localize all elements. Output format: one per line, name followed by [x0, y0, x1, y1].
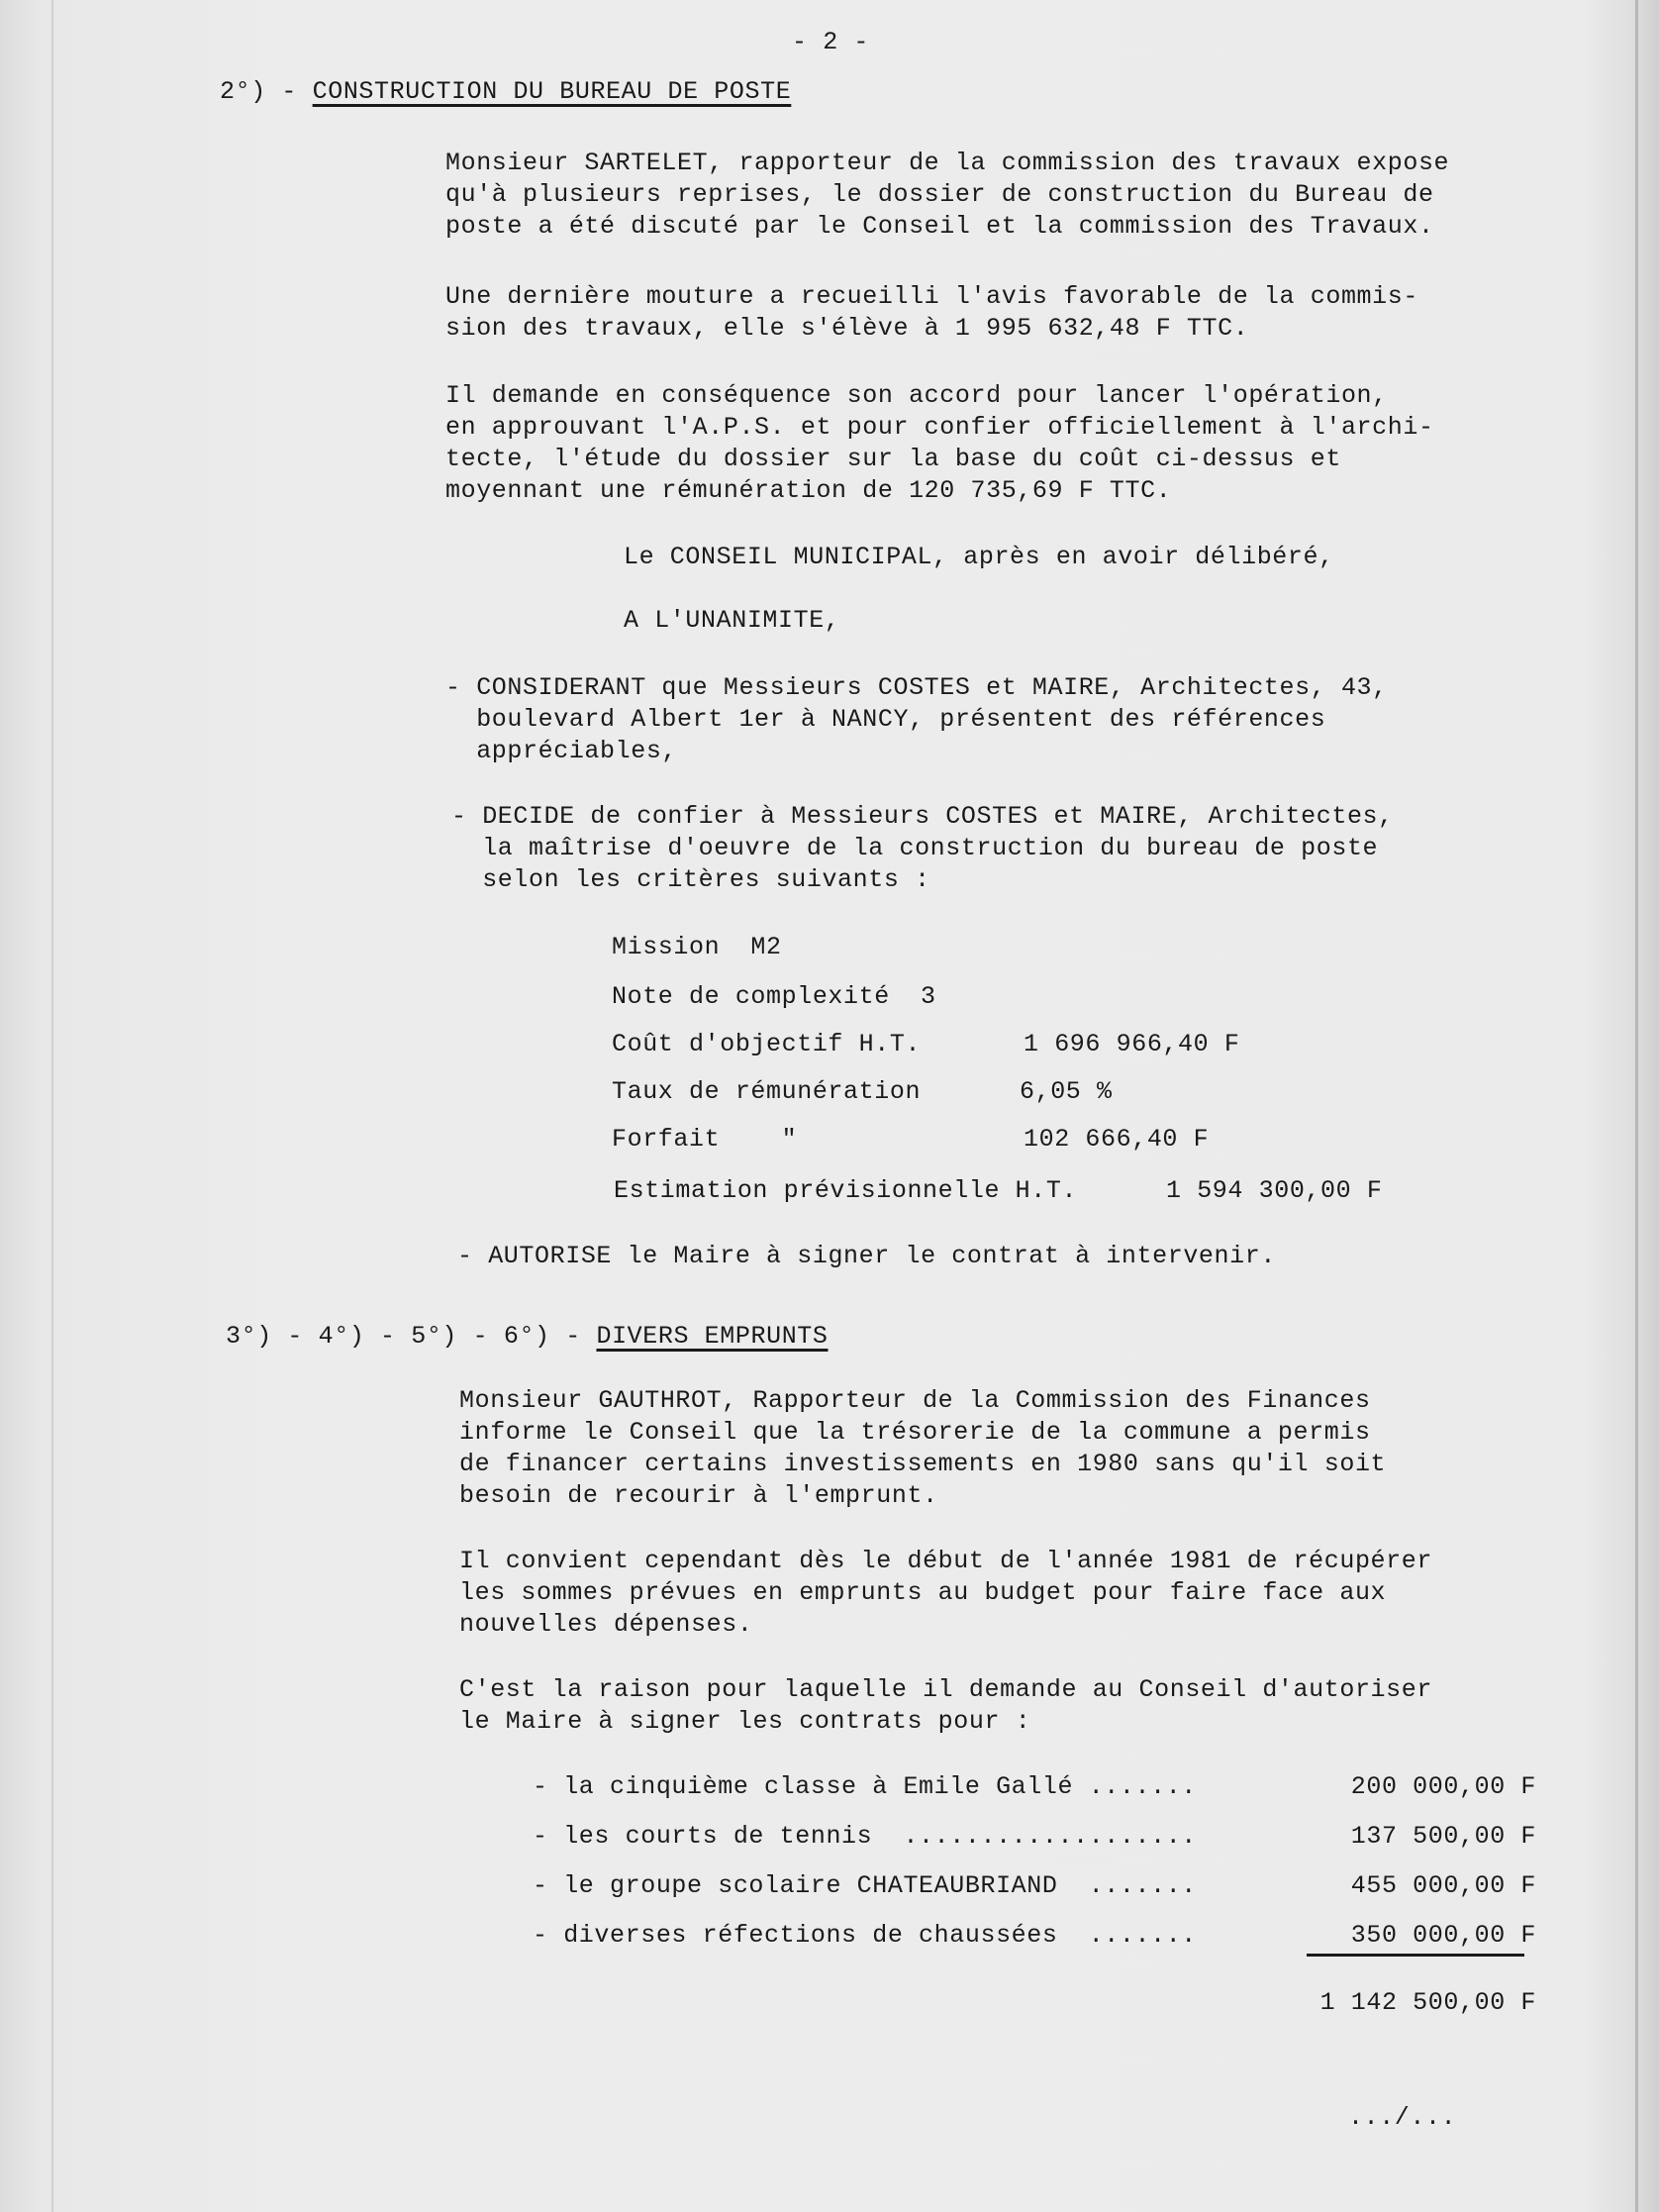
unanimity: A L'UNANIMITE,	[624, 606, 840, 635]
loan-item-label: - le groupe scolaire CHATEAUBRIAND .......	[533, 1871, 1197, 1900]
loan-item-label: - diverses réfections de chaussées .......	[533, 1921, 1197, 1950]
s2-para2-line2: sion des travaux, elle s'élève à 1 995 632,48 F TTC.	[445, 314, 1249, 343]
section-3-heading	[226, 1322, 829, 1352]
loan-item-label: - les courts de tennis ...................	[533, 1822, 1197, 1851]
s3-para1-line3: de financer certains investissements en 1980 sans qu'il soit	[459, 1450, 1387, 1478]
s2-para3-line4: moyennant une rémunération de 120 735,69 F TTC.	[445, 476, 1172, 505]
criteria-estimation-value: 1 594 300,00 F	[1166, 1176, 1383, 1205]
loan-item-amount: 350 000,00 F	[1350, 1921, 1536, 1950]
sum-underline	[1307, 1954, 1524, 1957]
criteria-cost-value: 1 696 966,40 F	[1024, 1030, 1240, 1058]
considerant-line1: - CONSIDERANT que Messieurs COSTES et MAIRE, Architectes, 43,	[445, 673, 1388, 702]
section-2-title: CONSTRUCTION DU BUREAU DE POSTE	[312, 77, 792, 106]
s2-para2-line1: Une dernière mouture a recueilli l'avis favorable de la commis-	[445, 282, 1418, 311]
criteria-forfait-value: 102 666,40 F	[1024, 1125, 1210, 1154]
criteria-estimation-label: Estimation prévisionnelle H.T.	[614, 1176, 1078, 1205]
considerant-line2: boulevard Albert 1er à NANCY, présentent des références	[445, 705, 1326, 734]
decide-line1: - DECIDE de confier à Messieurs COSTES et MAIRE, Architectes,	[451, 802, 1394, 831]
criteria-forfait-label: Forfait "	[612, 1125, 798, 1154]
s2-para3-line3: tecte, l'étude du dossier sur la base du coût ci-dessus et	[445, 445, 1341, 473]
decide-line2: la maîtrise d'oeuvre de la construction du bureau de poste	[451, 834, 1379, 862]
s3-para3-line1: C'est la raison pour laquelle il demande au Conseil d'autoriser	[459, 1675, 1432, 1704]
section-3-title: DIVERS EMPRUNTS	[596, 1322, 829, 1351]
criteria-rate-value: 6,05 %	[1020, 1077, 1113, 1106]
criteria-cost-label: Coût d'objectif H.T.	[612, 1030, 922, 1058]
criteria-mission: Mission M2	[612, 933, 782, 961]
s3-para1-line1: Monsieur GAUTHROT, Rapporteur de la Commission des Finances	[459, 1386, 1371, 1415]
s2-para1-line2: qu'à plusieurs reprises, le dossier de construction du Bureau de	[445, 180, 1434, 209]
s2-para3-line2: en approuvant l'A.P.S. et pour confier officiellement à l'archi-	[445, 413, 1434, 442]
criteria-rate-label: Taux de rémunération	[612, 1077, 922, 1106]
s2-para1-line1: Monsieur SARTELET, rapporteur de la commission des travaux expose	[445, 149, 1450, 177]
page-shadow-left	[51, 0, 53, 2212]
decide-line3: selon les critères suivants :	[451, 865, 930, 894]
council-deliberation: Le CONSEIL MUNICIPAL, après en avoir délibéré,	[624, 543, 1334, 571]
s2-para1-line3: poste a été discuté par le Conseil et la commission des Travaux.	[445, 212, 1434, 241]
s3-para2-line1: Il convient cependant dès le début de l'année 1981 de récupérer	[459, 1547, 1432, 1575]
s3-para1-line2: informe le Conseil que la trésorerie de la commune a permis	[459, 1418, 1371, 1447]
page-number: - 2 -	[792, 28, 870, 56]
s3-para3-line2: le Maire à signer les contrats pour :	[459, 1707, 1031, 1736]
s3-para1-line4: besoin de recourir à l'emprunt.	[459, 1481, 938, 1510]
continuation-mark: .../...	[1348, 2103, 1457, 2132]
considerant-line3: appréciables,	[445, 737, 678, 765]
section-2-number: 2°) -	[220, 77, 313, 106]
loan-item-amount: 137 500,00 F	[1350, 1822, 1536, 1851]
s3-para2-line2: les sommes prévues en emprunts au budget pour faire face aux	[459, 1578, 1387, 1607]
criteria-complexity: Note de complexité 3	[612, 982, 936, 1011]
loan-item-amount: 200 000,00 F	[1350, 1772, 1536, 1801]
section-2-heading	[220, 77, 791, 107]
s3-para2-line3: nouvelles dépenses.	[459, 1610, 753, 1639]
s2-para3-line1: Il demande en conséquence son accord pour lancer l'opération,	[445, 381, 1388, 410]
section-3-number: 3°) - 4°) - 5°) - 6°) -	[226, 1322, 597, 1351]
page-edge-right	[1635, 0, 1638, 2212]
loan-item-amount: 455 000,00 F	[1350, 1871, 1536, 1900]
loan-item-label: - la cinquième classe à Emile Gallé .......	[533, 1772, 1197, 1801]
loans-total: 1 142 500,00 F	[1319, 1988, 1536, 2017]
autorise-line: - AUTORISE le Maire à signer le contrat à intervenir.	[457, 1242, 1276, 1270]
